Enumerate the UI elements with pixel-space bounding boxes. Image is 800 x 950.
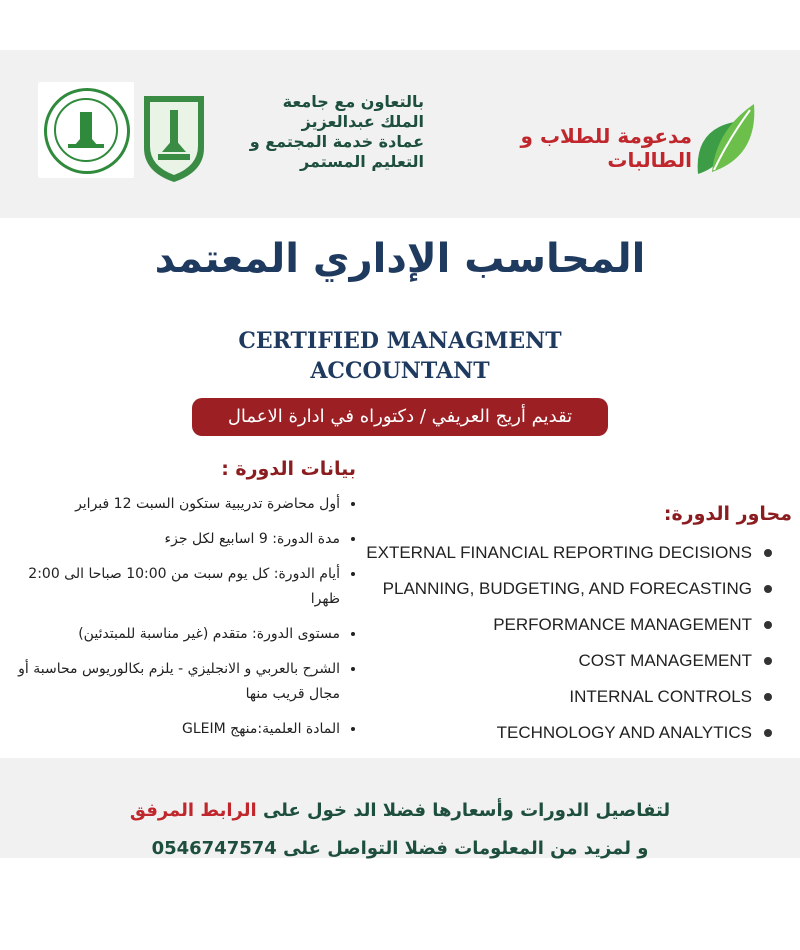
- topic-item: [340, 540, 780, 576]
- partner-line: عمادة خدمة المجتمع و: [249, 132, 424, 151]
- topic-label: PLANNING, BUDGETING, AND FORECASTING: [382, 579, 752, 598]
- partner-line: بالتعاون مع جامعة: [282, 92, 424, 111]
- university-logo-icon: [136, 86, 212, 186]
- bullet-icon: [764, 729, 772, 737]
- bullet-icon: [764, 657, 772, 665]
- bullet-icon: [764, 549, 772, 557]
- footer-contact-line: و لمزيد من المعلومات فضلا التواصل على 0546747574: [151, 838, 649, 859]
- topic-item: [340, 648, 780, 684]
- community-service-seal-icon: [38, 82, 134, 178]
- course-info-heading: بيانات الدورة :: [221, 458, 356, 480]
- topic-label: PERFORMANCE MANAGEMENT: [493, 615, 752, 634]
- topics-list: [340, 540, 780, 756]
- topic-label: COST MANAGEMENT: [578, 651, 752, 670]
- topic-label: EXTERNAL FINANCIAL REPORTING DECISIONS: [366, 543, 752, 562]
- partner-line: الملك عبدالعزيز: [301, 112, 424, 131]
- title-english-line: ACCOUNTANT: [310, 358, 490, 384]
- footer-details-line: [100, 800, 700, 821]
- bullet-icon: [764, 621, 772, 629]
- topic-item: [340, 720, 780, 756]
- topics-heading: محاور الدورة:: [663, 503, 792, 525]
- course-title-arabic: المحاسب الإداري المعتمد: [154, 236, 646, 282]
- support-text: مدعومة للطلاب و الطالبات: [520, 124, 692, 172]
- partner-text: [230, 92, 424, 172]
- bullet-icon: [764, 693, 772, 701]
- leaf-icon: [694, 100, 756, 178]
- course-title-english: [150, 326, 650, 386]
- topic-label: INTERNAL CONTROLS: [569, 687, 752, 706]
- presenter-banner: تقديم أريج العريفي / دكتوراه في ادارة الاعمال: [192, 398, 608, 436]
- title-english-line: CERTIFIED MANAGMENT: [238, 328, 562, 354]
- attached-link-text[interactable]: الرابط المرفق: [129, 800, 257, 821]
- course-info-item: • أول محاضرة تدريبية ستكون السبت 12 فبراير: [6, 492, 340, 517]
- partner-line: التعليم المستمر: [300, 152, 424, 171]
- topic-item: [340, 576, 780, 612]
- topic-item: [340, 684, 780, 720]
- footer-details-text: لتفاصيل الدورات وأسعارها فضلا الد خول على: [262, 800, 671, 821]
- topic-item: [340, 612, 780, 648]
- topic-label: TECHNOLOGY AND ANALYTICS: [496, 723, 752, 742]
- bullet-icon: [764, 585, 772, 593]
- course-info-item: • الشرح بالعربي و الانجليزي - يلزم بكالوريوس محاسبة أو مجال قريب منها: [6, 657, 340, 707]
- course-info-item: • أيام الدورة: كل يوم سبت من 10:00 صباحا الى 2:00 ظهرا: [6, 562, 340, 612]
- course-info-item: • مستوى الدورة: متقدم (غير مناسبة للمبتدئين): [6, 622, 340, 647]
- course-info-list: [6, 492, 358, 752]
- course-info-item: • المادة العلمية:منهج GLEIM: [6, 717, 340, 742]
- course-info-item: • مدة الدورة: 9 اسابيع لكل جزء: [6, 527, 340, 552]
